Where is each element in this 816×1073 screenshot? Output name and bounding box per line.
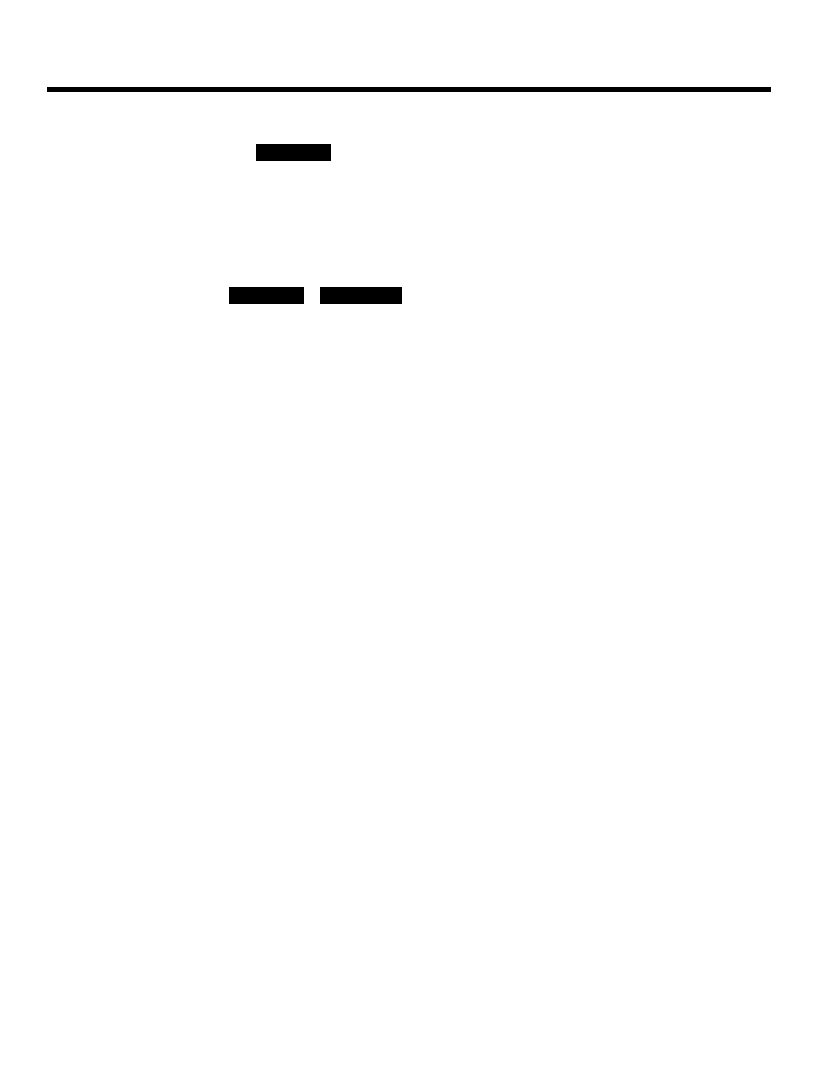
sender-name-redaction xyxy=(229,287,304,304)
header-rule xyxy=(47,87,771,92)
sender-email-redaction xyxy=(320,287,402,304)
wrote-line xyxy=(48,287,768,305)
to-redaction xyxy=(256,144,331,161)
